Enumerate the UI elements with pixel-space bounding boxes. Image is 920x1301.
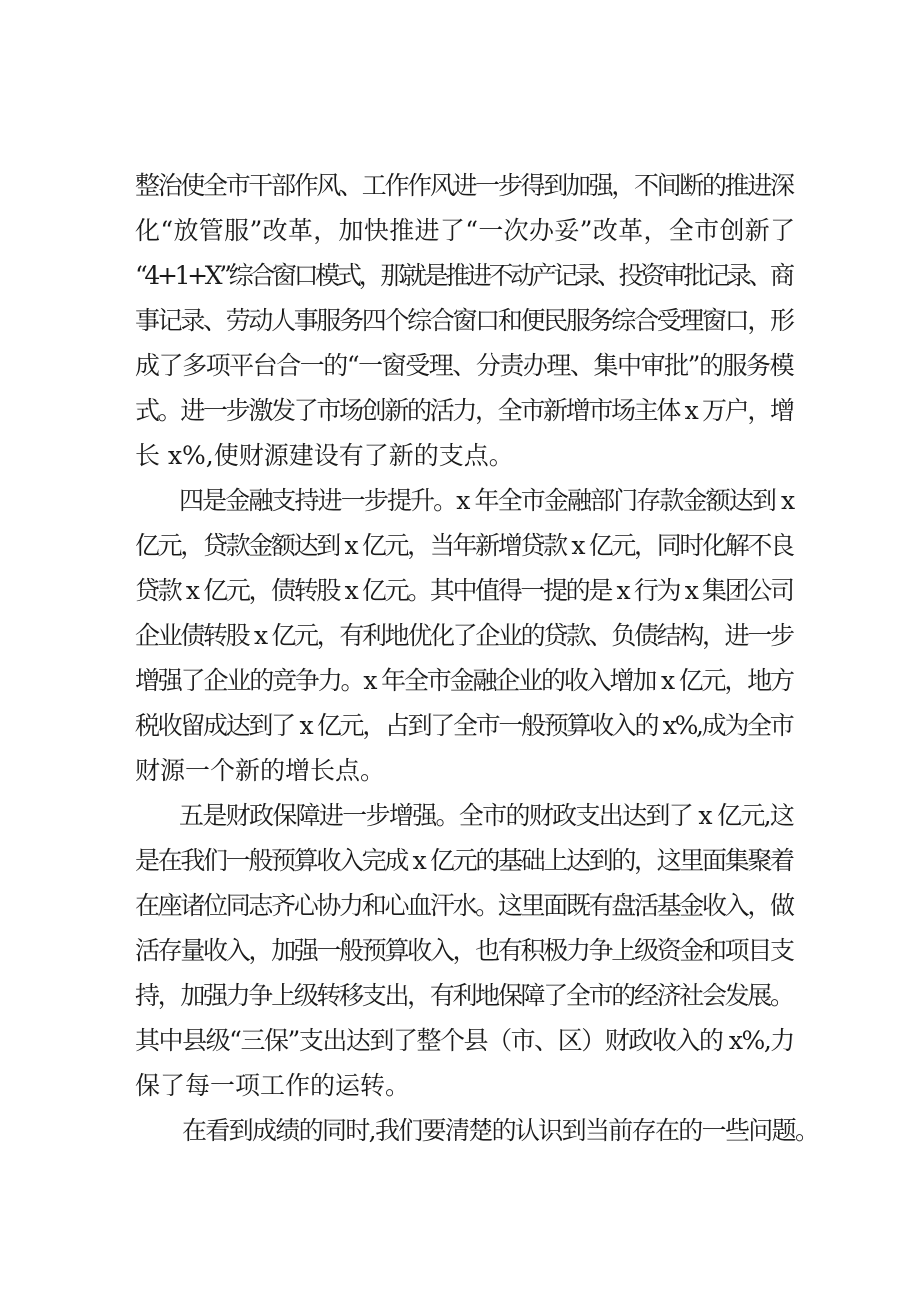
p3-line-4: 活存量收入，加强一般预算收入，也有积极力争上级资金和项目支 [135,936,793,965]
p3-line-6: 其中县级“三保”支出达到了整个县（市、区）财政收入的 x%,力 [135,1026,794,1055]
p2-line-3: 贷款 x 亿元，债转股 x 亿元。其中值得一提的是 x 行为 x 集团公司 [135,576,793,605]
p3-line-2: 是在我们一般预算收入完成 x 亿元的基础上达到的，这里面集聚着 [135,846,793,875]
p3-line-7: 保了每一项工作的运转。 [135,1071,411,1100]
p2-line-5: 增强了企业的竞争力。x 年全市金融企业的收入增加 x 亿元，地方 [135,666,793,695]
p1-line-3: “4+1+X”综合窗口模式，那就是推进不动产记录、投资审批记录、商 [135,261,792,290]
p1-line-7: 长 x%,使财源建设有了新的支点。 [135,441,514,470]
p1-line-2: 化“放管服”改革，加快推进了“一次办妥”改革，全市创新了 [135,216,796,245]
p3-line-1: 五是财政保障进一步增强。全市的财政支出达到了 x 亿元,这 [179,801,794,830]
p2-line-6: 税收留成达到了 x 亿元，占到了全市一般预算收入的 x%,成为全市 [135,711,793,740]
p3-line-5: 持，加强力争上级转移支出，有利地保障了全市的经济社会发展。 [135,981,793,1010]
p3-line-3: 在座诸位同志齐心协力和心血汗水。这里面既有盘活基金收入，做 [135,891,793,920]
p4-line-1: 在看到成绩的同时,我们要清楚的认识到当前存在的一些问题。 [182,1116,819,1145]
p2-line-1: 四是金融支持进一步提升。x 年全市金融部门存款金额达到 x [179,486,794,515]
p1-line-5: 成了多项平台合一的“一窗受理、分责办理、集中审批”的服务模 [135,351,794,380]
p2-line-7: 财源一个新的增长点。 [135,756,386,785]
p1-line-6: 式。进一步激发了市场创新的活力，全市新增市场主体 x 万户，增 [135,396,793,425]
p1-line-1: 整治使全市干部作风、工作作风进一步得到加强，不间断的推进深 [135,171,793,200]
p2-line-2: 亿元，贷款金额达到 x 亿元，当年新增贷款 x 亿元，同时化解不良 [135,531,793,560]
p2-line-4: 企业债转股 x 亿元，有利地优化了企业的贷款、负债结构，进一步 [135,621,793,650]
p1-line-4: 事记录、劳动人事服务四个综合窗口和便民服务综合受理窗口，形 [135,306,793,335]
